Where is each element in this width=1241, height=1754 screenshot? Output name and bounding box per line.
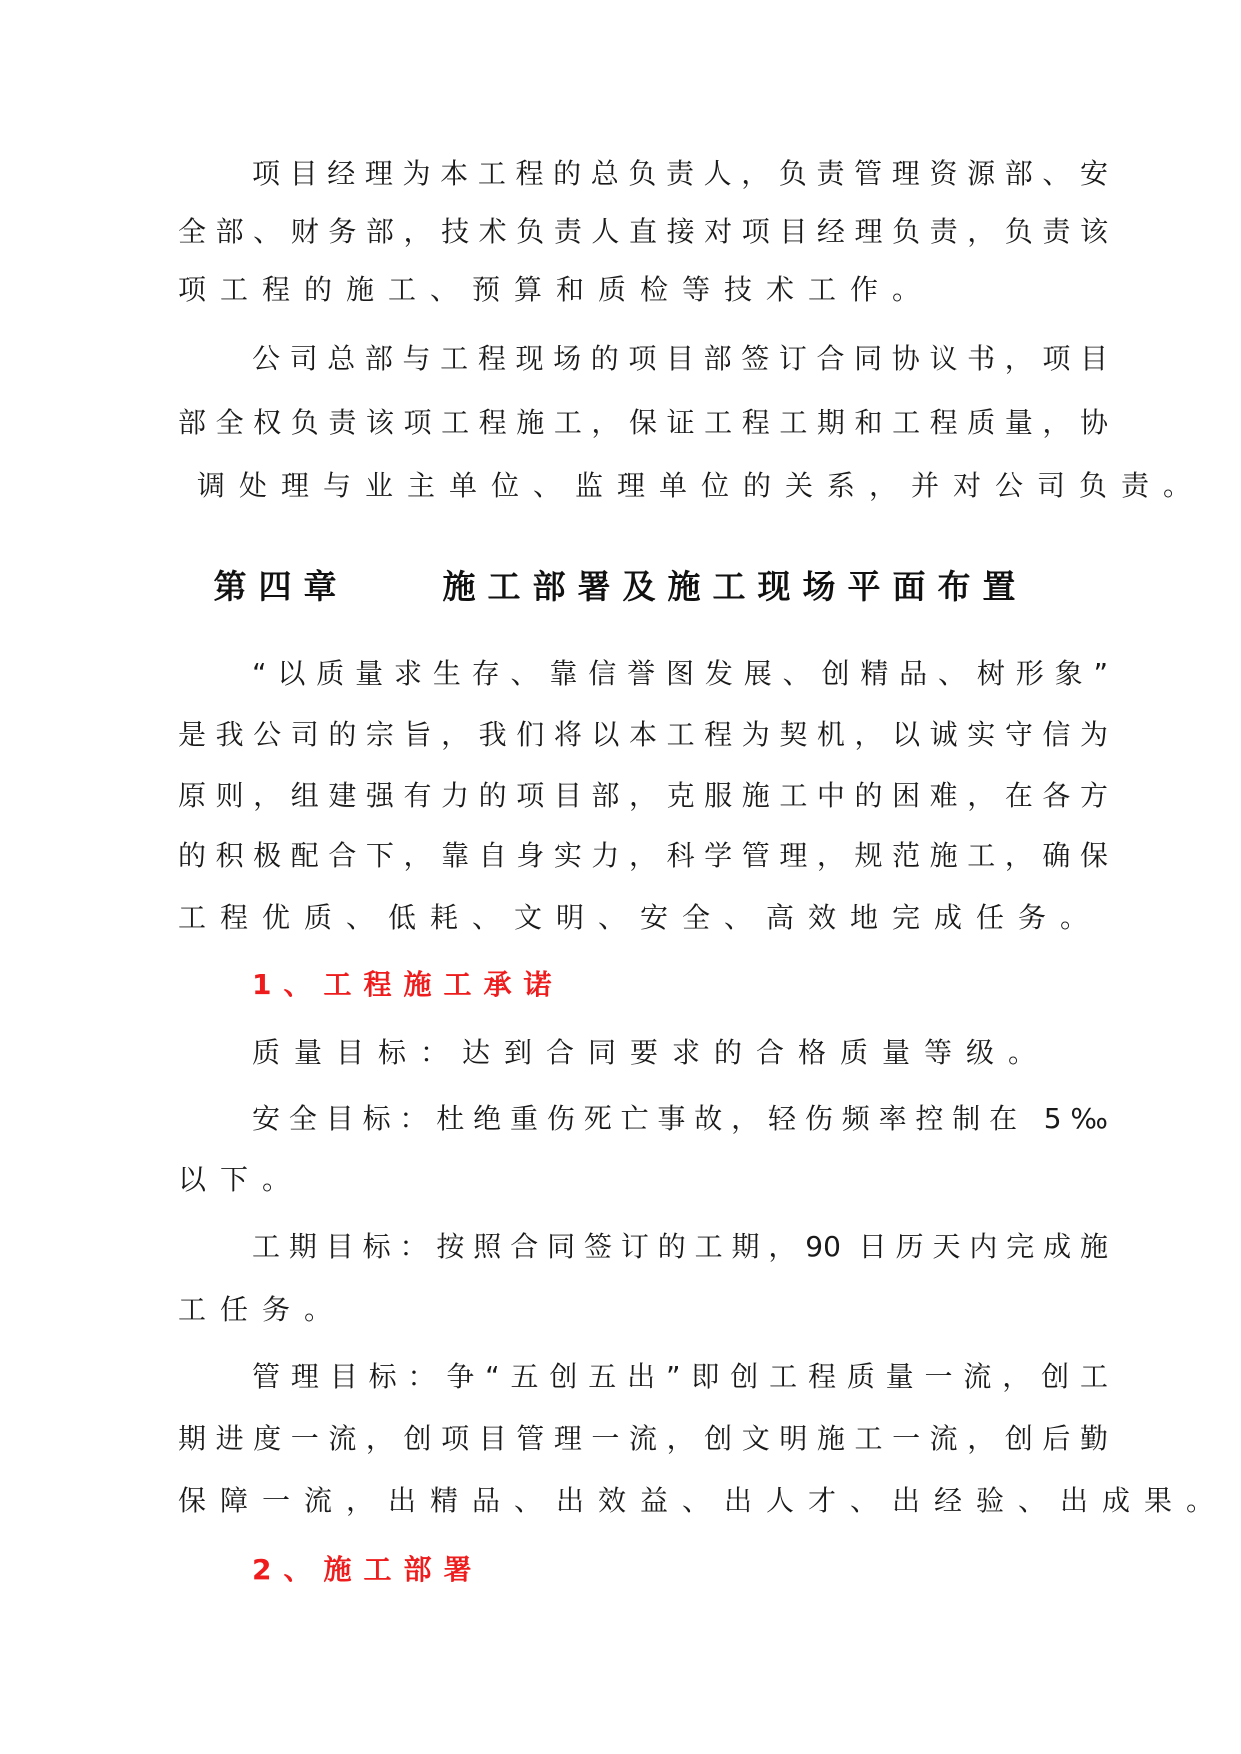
section-heading: 1、工程施工承诺	[252, 968, 564, 1001]
schedule-goal: 工期目标：按照合同签订的工期，90 日历天内完成施	[252, 1230, 1108, 1263]
management-goal: 保障一流，出精品、出效益、出人才、出经验、出成果。	[178, 1484, 1229, 1517]
section-heading: 2、施工部署	[252, 1553, 484, 1586]
paragraph-line: 调处理与业主单位、监理单位的关系，并对公司负责。	[197, 469, 1206, 502]
chapter-title: 第四章 施工部署及施工现场平面布置	[213, 567, 1028, 606]
quality-goal: 质量目标：达到合同要求的合格质量等级。	[252, 1036, 1051, 1069]
paragraph-line: 工程优质、低耗、文明、安全、高效地完成任务。	[178, 901, 1103, 934]
management-goal: 期进度一流，创项目管理一流，创文明施工一流，创后勤	[178, 1422, 1108, 1455]
management-goal: 管理目标：争“五创五出”即创工程质量一流，创工	[252, 1360, 1108, 1393]
paragraph-line: 是我公司的宗旨，我们将以本工程为契机，以诚实守信为	[178, 718, 1108, 751]
paragraph-line: 全部、财务部，技术负责人直接对项目经理负责，负责该	[178, 215, 1108, 248]
paragraph-line: “以质量求生存、靠信誉图发展、创精品、树形象”	[252, 657, 1108, 690]
schedule-goal: 工任务。	[178, 1293, 347, 1326]
paragraph-line: 的积极配合下，靠自身实力，科学管理，规范施工，确保	[178, 839, 1108, 872]
safety-goal: 以下。	[178, 1163, 305, 1196]
paragraph-line: 原则，组建强有力的项目部，克服施工中的困难，在各方	[178, 779, 1108, 812]
paragraph-line: 公司总部与工程现场的项目部签订合同协议书，项目	[252, 342, 1108, 375]
paragraph-line: 项工程的施工、预算和质检等技术工作。	[178, 273, 935, 306]
paragraph-line: 项目经理为本工程的总负责人，负责管理资源部、安	[252, 157, 1108, 190]
paragraph-line: 部全权负责该项工程施工，保证工程工期和工程质量，协	[178, 406, 1108, 439]
safety-goal: 安全目标：杜绝重伤死亡事故，轻伤频率控制在 5‰	[252, 1102, 1108, 1135]
